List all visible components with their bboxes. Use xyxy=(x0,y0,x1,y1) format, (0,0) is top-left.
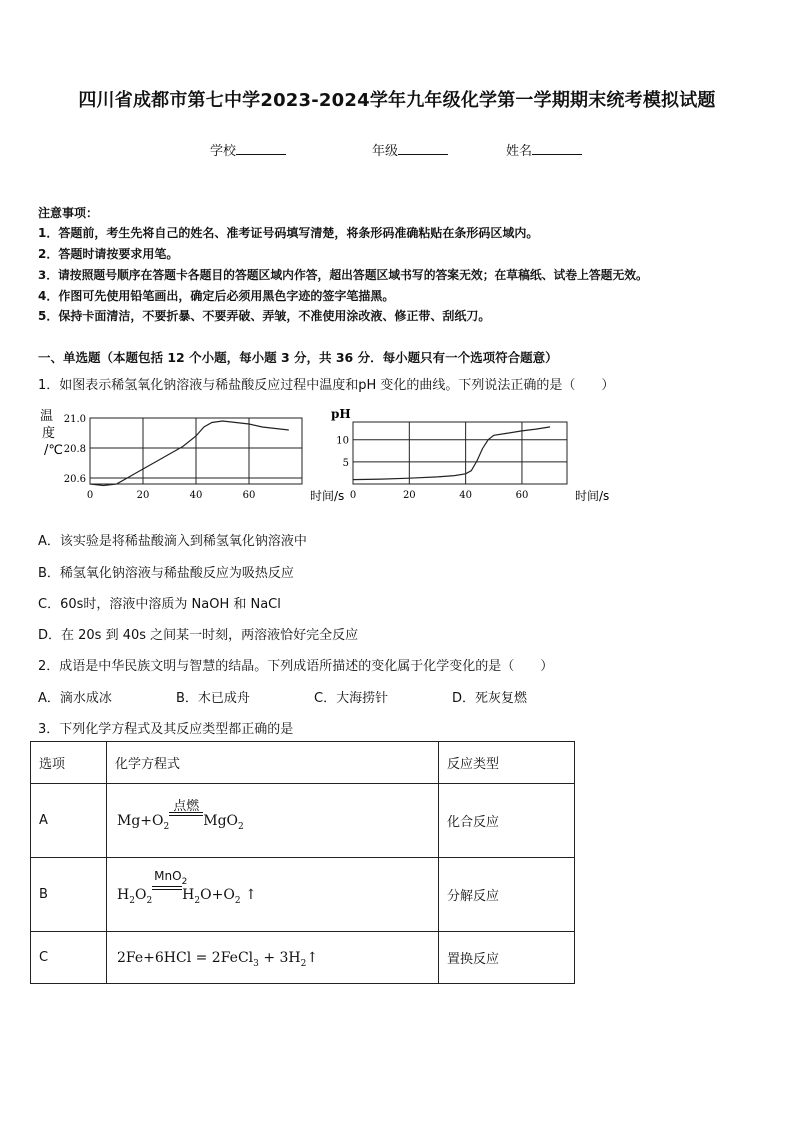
table-row xyxy=(31,858,575,932)
row-a-equation: $Mg+O_2$ 点燃 MgO$_2$ xyxy=(107,784,439,858)
row-c-option: C xyxy=(31,932,107,984)
q2-option-b[interactable]: B．木已成舟 xyxy=(176,691,250,706)
q1-option-b[interactable]: B．稀氢氧化钠溶液与稀盐酸反应为吸热反应 xyxy=(38,566,294,581)
exam-title: 四川省成都市第七中学2023-2024学年九年级化学第一学期期末统考模拟试题 xyxy=(78,90,716,111)
school-field[interactable] xyxy=(210,140,286,159)
y-tick-label: 20.6 xyxy=(63,474,86,485)
row-b-equation: $H_2O_2$ MnO$_2$ $H_2O+O_2$ ↑ xyxy=(107,858,439,932)
y-tick-label: 10 xyxy=(336,435,349,447)
x-tick-label: 60 xyxy=(242,490,256,501)
x-tick-label: 60 xyxy=(515,490,529,501)
notice-item-3: 3．请按照题号顺序在答题卡各题目的答题区域内作答，超出答题区域书写的答案无效；在草稿纸、试卷上答题无效。 xyxy=(38,268,648,282)
section-heading: 一、单选题（本题包括 12 个小题，每小题 3 分，共 36 分．每小题只有一个选项符合题意） xyxy=(38,350,558,365)
x-tick-label: 0 xyxy=(86,490,94,501)
q1-charts xyxy=(38,404,610,508)
ph-chart xyxy=(331,407,609,503)
q2-option-a[interactable]: A．滴水成冰 xyxy=(38,691,112,706)
q3-table xyxy=(30,741,575,984)
school-label: 学校 xyxy=(210,144,237,159)
header-equation: 化学方程式 xyxy=(107,742,439,784)
row-b-type: 分解反应 xyxy=(439,858,575,932)
question-1-stem: 1．如图表示稀氢氧化钠溶液与稀盐酸反应过程中温度和pH 变化的曲线。下列说法正确的是（ ） xyxy=(38,378,615,393)
table-header-row xyxy=(31,742,575,784)
table-row xyxy=(31,932,575,984)
x-tick-label: 40 xyxy=(459,490,472,501)
data-curve xyxy=(90,421,289,486)
x-tick-label: 20 xyxy=(136,490,150,501)
question-2-stem: 2．成语是中华民族文明与智慧的结晶。下列成语所描述的变化属于化学变化的是（ ） xyxy=(38,659,554,674)
y-axis-label-part: 温 xyxy=(40,409,54,424)
data-curve xyxy=(353,427,550,480)
y-axis-label-part: 度 xyxy=(42,426,56,441)
row-c-equation: 2Fe+6HCl = 2FeCl$_3$ + $3H_2↑$ xyxy=(107,932,439,984)
header-type: 反应类型 xyxy=(439,742,575,784)
q2-option-c[interactable]: C．大海捞针 xyxy=(314,691,389,706)
x-axis-label: 时间/s xyxy=(310,489,345,503)
y-axis-label-part: /℃ xyxy=(44,443,63,458)
table-row xyxy=(31,784,575,858)
y-tick-label: 5 xyxy=(342,457,349,469)
q1-option-c[interactable]: C．60s时，溶液中溶质为 NaOH 和 NaCl xyxy=(38,597,281,612)
q1-option-d[interactable]: D．在 20s 到 40s 之间某一时刻，两溶液恰好完全反应 xyxy=(38,628,359,643)
row-c-type: 置换反应 xyxy=(439,932,575,984)
x-axis-label: 时间/s xyxy=(575,489,610,503)
x-tick-label: 20 xyxy=(402,490,416,501)
q2-option-d[interactable]: D．死灰复燃 xyxy=(452,691,528,706)
y-axis-label: pH xyxy=(331,407,351,421)
notice-item-1: 1．答题前，考生先将自己的姓名、准考证号码填写清楚，将条形码准确粘贴在条形码区域内。 xyxy=(38,226,539,240)
notice-item-5: 5．保持卡面清洁，不要折暴、不要弄破、弄皱，不准使用涂改液、修正带、刮纸刀。 xyxy=(38,309,491,323)
x-tick-label: 0 xyxy=(349,490,357,501)
grade-field[interactable] xyxy=(372,140,448,159)
question-3-stem: 3．下列化学方程式及其反应类型都正确的是 xyxy=(38,722,294,737)
y-tick-label: 20.8 xyxy=(63,444,86,455)
temperature-chart xyxy=(40,409,344,503)
header-option: 选项 xyxy=(31,742,107,784)
x-tick-label: 40 xyxy=(189,490,203,501)
name-field[interactable] xyxy=(506,140,582,159)
notice-item-2: 2．答题时请按要求用笔。 xyxy=(38,247,179,261)
q1-option-a[interactable]: A．该实验是将稀盐酸滴入到稀氢氧化钠溶液中 xyxy=(38,534,307,549)
y-tick-label: 21.0 xyxy=(63,414,86,425)
notice-heading: 注意事项： xyxy=(38,206,99,220)
notice-item-4: 4．作图可先使用铅笔画出，确定后必须用黑色字迹的签字笔描黑。 xyxy=(38,289,395,303)
row-a-type: 化合反应 xyxy=(439,784,575,858)
row-a-option: A xyxy=(31,784,107,858)
name-label: 姓名 xyxy=(506,144,533,159)
grade-label: 年级 xyxy=(372,144,399,159)
row-b-option: B xyxy=(31,858,107,932)
